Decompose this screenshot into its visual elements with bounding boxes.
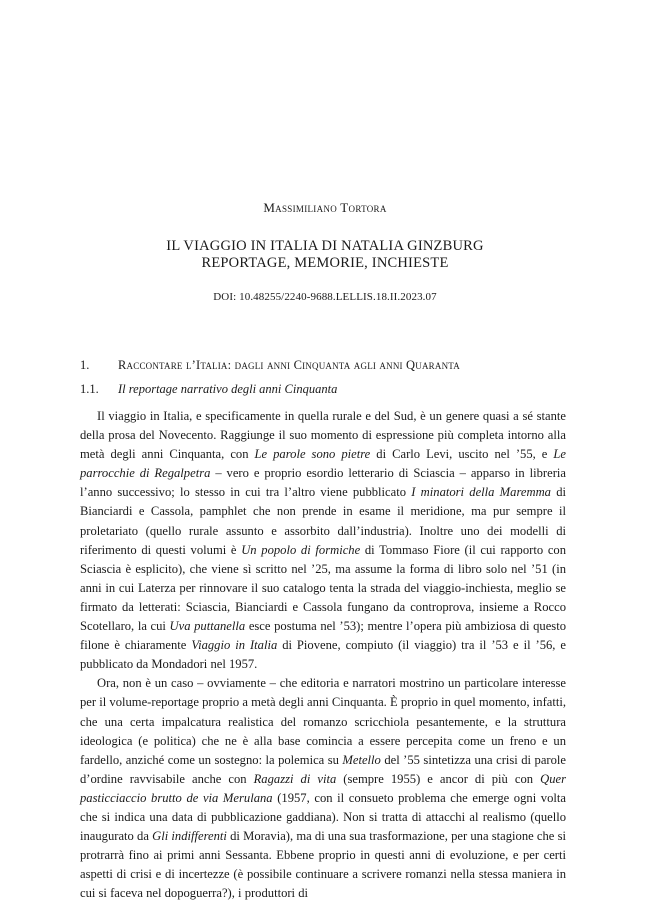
paragraph-text: del ’55 sintetizza una crisi di parole d’ordine ravvisabile anche con <box>80 752 566 786</box>
paragraph-text: di Tommaso Fiore (il cui rapporto con Sciascia è esplicito), che viene sì scritto nel ’25, ma assume la forma di libro solo nel ’51 (in anni in cui Laterza per rinnovare il suo catalogo tenta la strada del viaggio-inchiesta, meglio se firmato da letterati: Sciascia, Bianciardi e Cassola fungano da controprova, insieme a Rocco Scotellaro, la cui <box>80 542 567 634</box>
paragraph-text: di Piovene, compiuto (il viaggio) tra il ’53 e il ’56, e pubblicato da Mondadori nel 1957. <box>80 638 566 672</box>
subsection-number: 1.1. <box>80 382 99 396</box>
italic-title-text: Le parrocchie di Regalpetra <box>80 447 566 481</box>
italic-title-text: Un popolo di formiche <box>241 542 361 557</box>
author-name: Massimiliano Tortora <box>263 200 387 215</box>
paragraph <box>80 674 566 903</box>
paragraph-text: esce postuma nel ’53); mentre l’opera più ambiziosa di questo filone è chiaramente <box>80 619 566 653</box>
paragraph-text: di Carlo Levi, uscito nel ’55, e <box>370 447 554 462</box>
section-number: 1. <box>80 358 90 372</box>
paragraph-text: (sempre 1955) e ancor di più con <box>336 771 541 786</box>
italic-title-text: Ragazzi di vita <box>253 771 337 786</box>
title-line-2: REPORTAGE, MEMORIE, INCHIESTE <box>201 255 449 271</box>
italic-title-text: Viaggio in Italia <box>191 638 278 653</box>
italic-title-text: Uva puttanella <box>169 619 246 634</box>
italic-title-text: Quer pasticciaccio brutto de via Merulana <box>80 771 566 805</box>
italic-title-text: Le parole sono pietre <box>254 447 371 462</box>
section-heading-1 <box>80 358 460 373</box>
article-title <box>0 238 650 272</box>
subsection-heading-1-1 <box>80 382 337 397</box>
doi-identifier: DOI: 10.48255/2240-9688.LELLIS.18.II.2023.07 <box>213 291 437 303</box>
subsection-title: Il reportage narrativo degli anni Cinquanta <box>118 382 338 396</box>
title-line-1: IL VIAGGIO IN ITALIA DI NATALIA GINZBURG <box>166 238 484 254</box>
paragraph-text: Ora, non è un caso – ovviamente – che editoria e narratori mostrino un particolare interesse per il volume-reportage proprio a metà degli anni Cinquanta. È proprio in quel momento, infatti, che una certa impalcatura realistica del romanzo scricchiola pesantemente, e la struttura ideologica (e politica) che ne è alla base comincia a essere percepita come un freno e un fardello, anziché come un sostegno: la polemica su <box>80 676 566 767</box>
italic-title-text: I minatori della Maremma <box>411 485 551 500</box>
paragraph-text: – vero e proprio esordio letterario di Sciascia – apparso in libreria l’anno successivo; lo stesso in cui tra l’altro viene pubblicato <box>80 466 566 500</box>
paragraph <box>80 407 566 674</box>
body-text <box>80 407 566 903</box>
italic-title-text: Metello <box>342 752 381 767</box>
section-title: Raccontare l’Italia: dagli anni Cinquanta agli anni Quaranta <box>118 358 460 372</box>
italic-title-text: Gli indifferenti <box>152 829 227 844</box>
paragraph-text: (1957, con il consueto problema che emerge ogni volta che si indica una data di pubblicazione gaddiana). Non si tratta di attacchi al realismo (quello inaugurato da <box>80 790 566 844</box>
paragraph-text: di Moravia), ma di una sua trasformazione, per una stagione che si protrarrà fino ai primi anni Sessanta. Ebbene proprio in questi anni di evoluzione, e per certi aspetti di crisi e di incertezze (è possibile continuare a scrivere romanzi nella stessa maniera in cui si faceva nel dopoguerra?), i produttori di <box>80 829 566 901</box>
paragraph-text: di Bianciardi e Cassola, pamphlet che non prende in esame il meridione, ma pur sempre il proletariato (quello rurale assunto e assorbito dall’industria). Inoltre uno dei modelli di riferimento di questi volumi è <box>80 485 566 557</box>
paragraph-text: Il viaggio in Italia, e specificamente in quella rurale e del Sud, è un genere quasi a sé stante della prosa del Novecento. Raggiunge il suo momento di espressione più completa intorno alla metà degli anni Cinquanta, con <box>80 409 566 462</box>
